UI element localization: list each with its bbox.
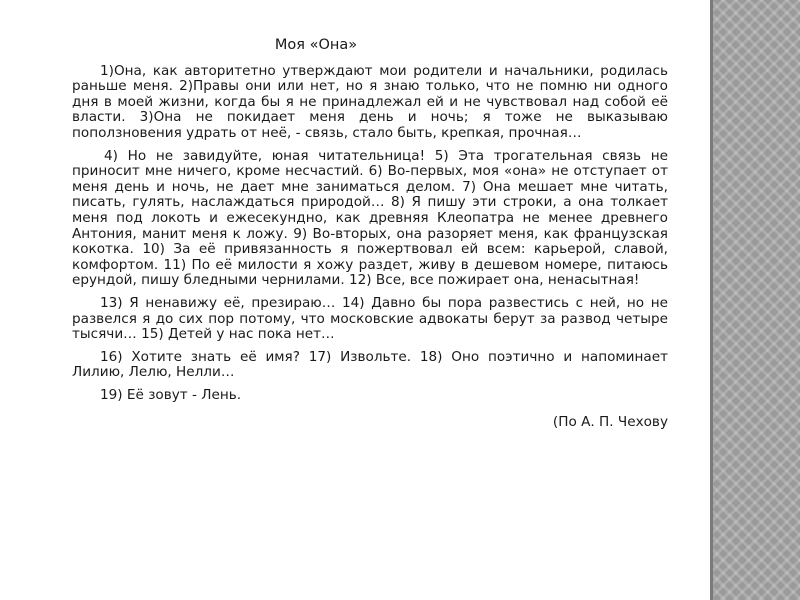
decorative-side-band [710, 0, 800, 600]
paragraph-4: 16) Хотите знать её имя? 17) Извольте. 18) Оно поэтично и напоминает Лилию, Лелю, Нелли… [72, 348, 668, 381]
paragraph-3: 13) Я ненавижу её, презираю… 14) Давно бы пора развестись с ней, но не развелся я до сих пор потому, что московские адвокаты берут за развод четыре тысячи… 15) Детей у нас пока нет… [72, 294, 668, 343]
paragraph-1: 1)Она, как авторитетно утверждают мои родители и начальники, родилась раньше меня. 2)Правы они или нет, но я знаю только, что не помню ни одного дня в моей жизни, когда бы я не принадлежал ей и не чувствовал над собой её власти. 3)Она не покидает меня день и ночь; я тоже не выказываю поползновения удрать от неё, - связь, стало быть, крепкая, прочная… [72, 62, 668, 141]
page-title: Моя «Она» [274, 37, 358, 53]
text-body [72, 38, 668, 438]
paragraph-2: 4) Но не завидуйте, юная читательница! 5) Эта трогательная связь не приносит мне ничего, кроме несчастий. 6) Во-первых, моя «она» не отступает от меня день и ночь, не дает мне заниматься делом. 7) Она мешает мне читать, писать, гулять, наслаждаться природой… 8) Я пишу эти строки, а она толкает меня под локоть и ежесекундно, как древняя Клеопатра не менее древнего Антония, манит меня к ложу. 9) Во-вторых, она разоряет меня, как французская кокотка. 10) За её привязанность я пожертвовал ей всем: карьерой, славой, комфортом. 11) По её милости я хожу раздет, живу в дешевом номере, питаюсь ерундой, пишу бледными чернилами. 12) Все, все пожирает она, ненасытная! [72, 147, 668, 289]
paragraph-5: 19) Её зовут - Лень. [100, 386, 242, 403]
attribution: (По А. П. Чехову [552, 414, 668, 431]
